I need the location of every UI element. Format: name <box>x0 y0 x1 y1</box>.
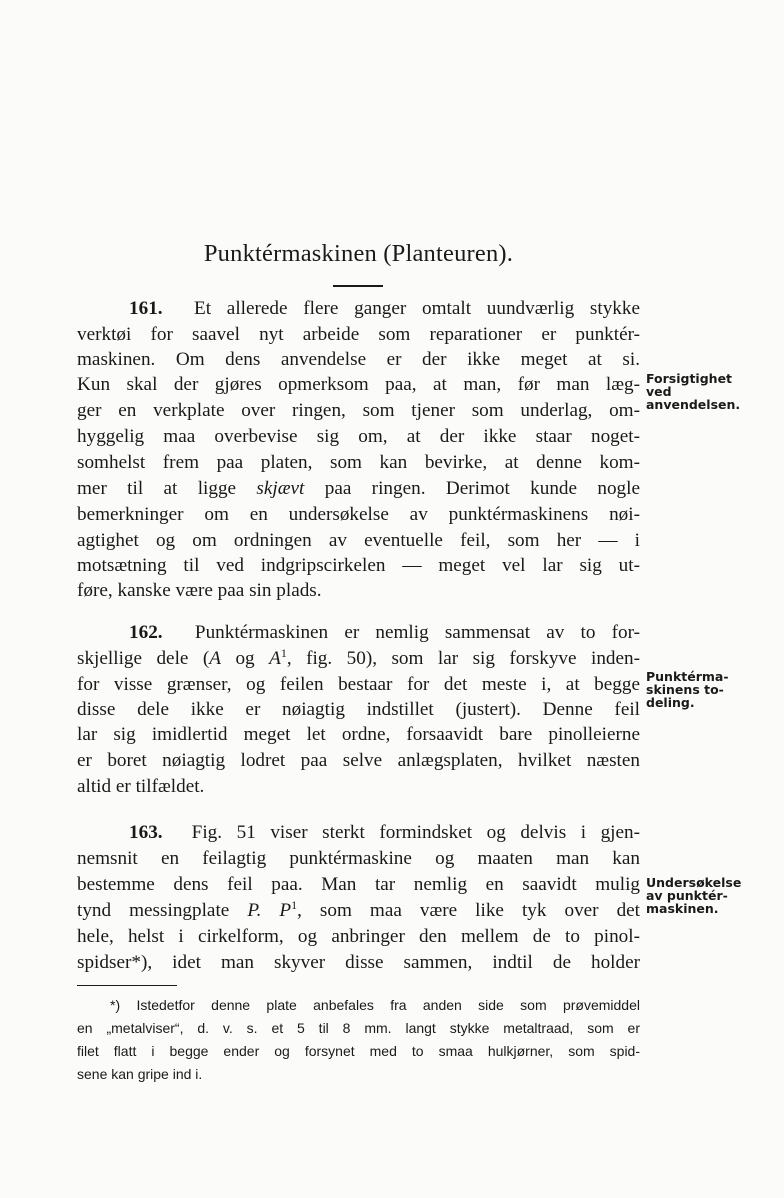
paragraph-line: mer til at ligge skjævt paa ringen. Derimot kunde nogle <box>77 478 640 499</box>
paragraph-line: lar sig imidlertid meget let ordne, forsaavidt bare pinolleierne <box>77 724 640 745</box>
footnote-line: en „metalviser“, d. v. s. et 5 til 8 mm. langt stykke metaltraad, som er <box>77 1020 640 1036</box>
paragraph-line: hele, helst i cirkelform, og anbringer den mellem de to pinol- <box>77 926 640 947</box>
paragraph-line: Kun skal der gjøres opmerksom paa, at man, før man læg- <box>77 374 640 395</box>
paragraph-line: motsætning til ved indgripscirkelen — meget vel lar sig ut- <box>77 555 640 576</box>
title-rule <box>333 285 383 287</box>
italic-word: skjævt <box>256 478 305 499</box>
footnote-rule <box>77 985 177 986</box>
paragraph-line: ger en verkplate over ringen, som tjener som underlag, om- <box>77 400 640 421</box>
paragraph-line: er boret nøiagtig lodret paa selve anlægsplaten, hvilket næsten <box>77 750 640 771</box>
paragraph-line: agtighet og om ordningen av eventuelle feil, som her — i <box>77 530 640 551</box>
paragraph-line: 163. Fig. 51 viser sterkt formindsket og delvis i gjen- <box>129 822 641 843</box>
paragraph-line: hyggelig maa overbevise sig om, at der ikke staar noget- <box>77 426 640 447</box>
paragraph-line: bemerkninger om en undersøkelse av punktérmaskinens nøi- <box>77 504 640 525</box>
paragraph-line: føre, kanske være paa sin plads. <box>77 580 322 601</box>
paragraph-line: disse dele ikke er nøiagtig indstillet (justert). Denne feil <box>77 699 640 720</box>
paragraph-line: altid er tilfældet. <box>77 776 205 797</box>
paragraph-line: skjellige dele (A og $A^1$, fig. 50), som lar sig forskyve inden- <box>77 646 641 669</box>
section-number: 163. <box>129 822 163 843</box>
paragraph-line: somhelst frem paa platen, som kan bevirke, at denne kom- <box>77 452 640 473</box>
paragraph-line: 162. Punktérmaskinen er nemlig sammensat av to for- <box>129 622 641 643</box>
margin-note: Punktérma- skinens to- deling. <box>646 669 729 710</box>
paragraph-line: bestemme dens feil paa. Man tar nemlig en saavidt mulig <box>77 874 640 895</box>
footnote-line: filet flatt i begge ender og forsynet med to smaa hulkjørner, som spid- <box>77 1043 640 1059</box>
paragraph-line: for visse grænser, og feilen bestaar for det meste i, at begge <box>77 674 640 695</box>
paragraph-line: spidser*), idet man skyver disse sammen, indtil de holder <box>77 952 640 973</box>
paragraph-line: nemsnit en feilagtig punktérmaskine og maaten man kan <box>77 848 640 869</box>
page-title: Punktérmaskinen (Planteuren). <box>203 240 514 267</box>
paragraph-line: verktøi for saavel nyt arbeide som reparationer er punktér- <box>77 324 640 345</box>
margin-note: Undersøkelse av punktér- maskinen. <box>646 875 742 916</box>
footnote-line: sene kan gripe ind i. <box>77 1066 203 1082</box>
footnote-line: *) Istedetfor denne plate anbefales fra anden side som prøvemiddel <box>110 997 640 1013</box>
margin-note: Forsigtighet ved anvendelsen. <box>646 371 741 412</box>
section-number: 161. <box>129 298 163 319</box>
paragraph-line: tynd messingplate P. $P^1$, som maa være like tyk over det <box>77 898 641 921</box>
paragraph-line: maskinen. Om dens anvendelse er der ikke meget at si. <box>77 349 640 370</box>
section-number: 162. <box>129 622 163 643</box>
paragraph-line: 161. Et allerede flere ganger omtalt uundværlig stykke <box>129 298 640 319</box>
